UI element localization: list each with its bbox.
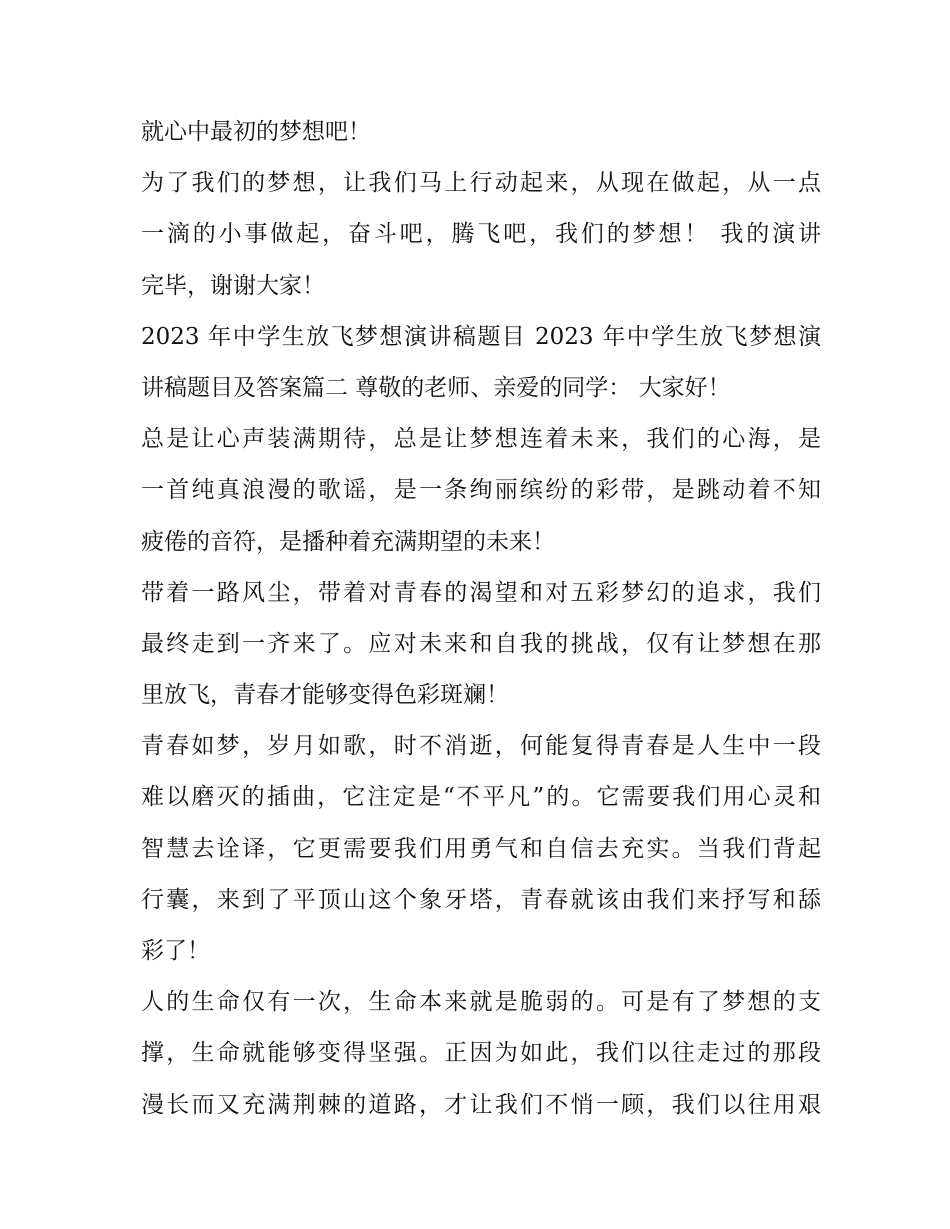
text-line: 里放飞，青春才能够变得色彩斑斓！	[141, 682, 509, 709]
text-line: 为了我们的梦想，让我们马上行动起来，从现在做起，从一点	[141, 170, 821, 197]
text-line: 难以磨灭的插曲，它注定是“不平凡”的。它需要我们用心灵和	[141, 784, 821, 811]
text-line: 带着一路风尘，带着对青春的渴望和对五彩梦幻的追求，我们	[141, 579, 821, 606]
text-line: 总是让心声装满期待，总是让梦想连着未来，我们的心海，是	[141, 426, 821, 453]
text-line: 漫长而又充满荆棘的道路，才让我们不悄一顾，我们以往用艰	[141, 1091, 821, 1118]
text-line: 智慧去诠译，它更需要我们用勇气和自信去充实。当我们背起	[141, 835, 821, 862]
text-line: 就心中最初的梦想吧！	[141, 119, 371, 145]
text-line: 2023 年中学生放飞梦想演讲稿题目 2023 年中学生放飞梦想演	[141, 323, 821, 350]
text-line: 最终走到一齐来了。应对未来和自我的挑战，仅有让梦想在那	[141, 630, 821, 657]
text-line: 一首纯真浪漫的歌谣，是一条绚丽缤纷的彩带，是跳动着不知	[141, 477, 821, 504]
text-line: 疲倦的音符，是播种着充满期望的未来！	[141, 528, 555, 555]
text-line: 完毕，谢谢大家！	[141, 272, 325, 299]
text-line: 彩了！	[141, 938, 210, 964]
text-line: 人的生命仅有一次，生命本来就是脆弱的。可是有了梦想的支	[141, 989, 821, 1016]
text-line: 行囊，来到了平顶山这个象牙塔，青春就该由我们来抒写和舔	[141, 886, 821, 913]
document-body	[141, 107, 821, 1131]
text-line: 一滴的小事做起，奋斗吧，腾飞吧，我们的梦想！ 我的演讲	[141, 221, 821, 248]
text-line: 青春如梦，岁月如歌，时不消逝，何能复得青春是人生中一段	[141, 733, 821, 760]
text-line: 讲稿题目及答案篇二 尊敬的老师、亲爱的同学： 大家好！	[141, 374, 731, 401]
text-line: 撑，生命就能够变得坚强。正因为如此，我们以往走过的那段	[141, 1040, 821, 1067]
